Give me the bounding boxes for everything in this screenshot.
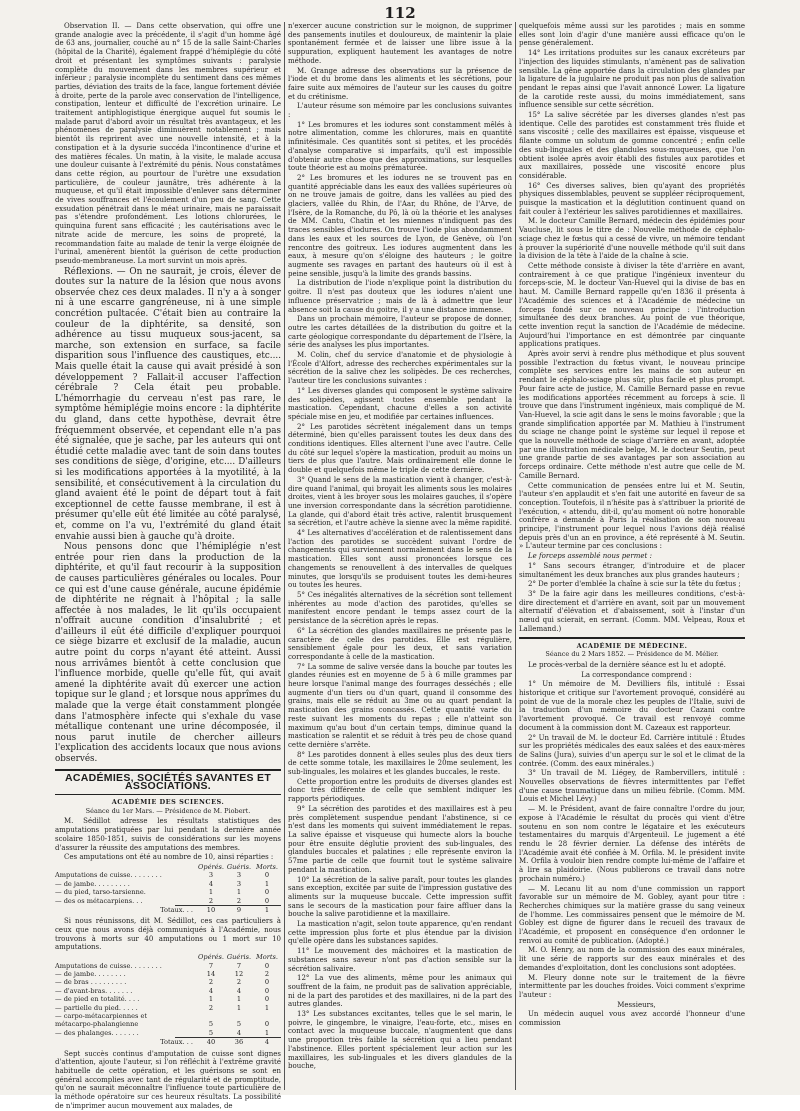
paragraph: 8° Les parotides donnent à elles seules plus des deux tiers de cette somme totale, les maxillaires le 20me seulement, les sub-linguales, les molaires et les glandes buccales, le reste. xyxy=(288,750,512,777)
session-line: Séance du 2 Mars 1852. — Présidence de M. Mélier. xyxy=(545,650,719,659)
page-number: 112 xyxy=(384,4,416,22)
table-row: — des os métacarpiens. . . 2 2 0 xyxy=(55,896,270,905)
table-total-row: Totaux. . . 10 9 1 xyxy=(160,905,270,914)
paragraph: La distribution de l'iode n'explique point la distribution du goitre. Il n'est pas douteux que les iodures n'aient une influence préservatrice ; mais de là à admettre que leur absence soit la cause du goitre, il y a une distance immense. xyxy=(288,279,512,314)
academy-heading: ACADÉMIE DE MÉDECINE. xyxy=(576,641,688,650)
section-separator xyxy=(519,637,745,639)
paragraph: Le procès-verbal de la dernière séance est lu et adopté. xyxy=(528,660,726,669)
paragraph: 1° Les bromures et les iodures sont constamment mêlés à notre alimentation, comme les chlorures, mais en quantité infinitésimale. Ces quantités sont si petites, et les procédés d'analyse comparative si imparfaits, qu'il est impossible d'obtenir autre chose que des approximations, sur lesquelles toute théorie est au moins prématurée. xyxy=(288,120,512,173)
table-total-row: Totaux. . . 40 36 4 xyxy=(160,1038,270,1047)
paragraph: M. Colin, chef du service d'anatomie et de physiologie à l'École d'Alfort, adresse des recherches expérimentales sur la sécrétion de la salive chez les solipèdes. De ces recherches, l'auteur tire les conclusions suivantes : xyxy=(288,351,512,386)
paragraph: 13° Les substances excitantes, telles que le sel marin, le poivre, le gingembre, le vinaigre, l'eau-forte, etc., mises en contact avec la muqueuse buccale, n'augmentent que dans une proportion très faible la sécrétion qui a lieu pendant l'abstinence. Elles portent spécialement leur action sur les maxillaires, les sub-linguales et les divers glandules de la bouche, xyxy=(288,1010,512,1071)
paragraph: Le forceps assemblé nous permet : xyxy=(528,552,652,561)
paragraph: 1° Un mémoire de M. Devilliers fils, intitulé : Essai historique et critique sur l'avortement provoqué, considéré au point de vue de la morale chez les peuples de l'Italie, suivi de la traduction d'un mémoire du docteur Cazani contre l'avortement provoqué. Ce travail est renvoyé comme document à la commission dont M. Cazeaux est rapporteur. xyxy=(519,680,745,732)
paragraph: Après avoir servi à rendre plus méthodique et plus souvent possible l'extraction du fœtus vivant, le nouveau principe complète ses services entre les mains de son auteur en rendant le céphalo-sciage plus sûr, plus facile et plus prompt. Pour faire acte de justice, M. Camille Bernard passe en revue les modifications apportées récemment au forceps à scie. Il trouve que dans l'instrument ingénieux, mais compliqué de M. Van-Huevel, la scie agit dans le sens le moins favorable ; que la grande simplification apportée par M. Mathieu à l'instrument du sciage ne change point le système sur lequel il repose et que la nouvelle méthode de sciage d'arrière en avant, adoptée par une illustration médicale belge, M. le docteur Seutin, peut une grande partie de ses avantages par son association au forceps ordinaire. Cette méthode n'est autre que celle de M. Camille Bernard. xyxy=(519,350,745,480)
paragraph: L'auteur résume son mémoire par les conclusions suivantes : xyxy=(288,102,512,120)
reflexions-paragraph: Réflexions. — On ne saurait, je crois, élever de doutes sur la nature de la lésion que nous avons observée chez ces deux malades. Il n'y a à songer ni à une escarre gangréneuse, ni à une simple concrétion pultacée. C'était bien au contraire la couleur de la diphtérite, sa densité, son adhérence au tissu muqueux sous-jacent, sa marche, son extension en surface, sa facile disparition sous l'influence des caustiques, etc.... Mais quelle était la cause qui avait présidé à son développement ? Fallait-il accuser l'affection cérébrale ? Cela était peu probable. L'hémorrhagie du cerveau n'est pas rare, le symptôme hémiplégie moins encore : la diphtérite du gland, dans cette hypothèse, devrait être fréquemment observée, et cependant elle n'a pas été signalée, que je sache, par les auteurs qui ont étudié cette maladie avec tant de soin dans toutes ses conditions de siège, d'origine, etc.... D'ailleurs si les modifications apportées à la myotilité, à la sensibilité, et consécutivement à la circulation du gland avaient été le point de départ tout à fait exceptionnel de cette fausse membrane, il est à présumer qu'elle eût été limitée au côté paralysé, et, comme on l'a vu, l'extrémité du gland était envahie aussi bien à gauche qu'à droite. xyxy=(55,266,281,542)
column-left xyxy=(55,22,281,1110)
paragraph: 14° Les irritations produites sur les canaux excréteurs par l'injection des liquides stimulants, n'amènent pas de salivation sensible. La gêne apportée dans la circulation des glandes par la ligature de la jugulaire ne produit pas non plus de salivation pendant le repas ainsi que l'avait annoncé Lower. La ligature de la carotide reste aussi, du moins immédiatement, sans influence sensible sur cette sécrétion. xyxy=(519,49,745,110)
section-title: ACADÉMIES, SOCIÉTÉS SAVANTES ET ASSOCIATIONS. xyxy=(55,769,281,795)
paragraph: Un médecin auquel vous avez accordé l'honneur d'une commission xyxy=(519,1010,745,1028)
paragraph: 3° Un travail de M. Liégey, de Rambervillers, intitulé : Nouvelles observations de fièvres intermittentes par l'effet d'une cause traumatique dans un milieu fébrile. (Comm. MM. Louis et Michel Lévy.) xyxy=(519,769,745,804)
table-row: — des phalanges. . . . . . . 5 4 1 xyxy=(55,1028,270,1037)
paragraph: 12° La vue des aliments, même pour les animaux qui souffrent de la faim, ne produit pas de salivation appréciable, ni de la part des parotides et des maxillaires, ni de la part des autres glandes. xyxy=(288,974,512,1009)
paragraph: 2° Un travail de M. le docteur Ed. Carrière intitulé : Études sur les propriétés médicales des eaux salées et des eaux-mères de Salins (Jura), suivies d'un aperçu sur le sol et le climat de la contrée. (Comm. des eaux minérales.) xyxy=(519,733,745,768)
header-morts: Morts. xyxy=(255,862,278,871)
table-row: Amputations de cuisse. . . . . . . . 7 7 0 xyxy=(55,961,270,970)
sedillot-paragraph: M. Sédillot adresse les résultats statistiques des amputations pratiquées par lui pendant la dernière année scolaire 1850-1851, suivis de considérations sur les moyens d'assurer la réussite des amputations des membres. xyxy=(55,817,281,852)
paragraph: M. Fleury donne note sur le traitement de la fièvre intermittente par les douches froides. Voici comment s'exprime l'auteur : xyxy=(519,973,745,999)
paragraph: M. O. Henry, au nom de la commission des eaux minérales, lit une série de rapports sur des eaux minérales et des demandes d'exploitation, dont les conclusions sont adoptées. xyxy=(519,946,745,972)
paragraph: — M. le Président, avant de faire connaître l'ordre du jour, expose à l'Académie le résultat du procès qui vient d'être soutenu en son nom contre le légataire et les exécuteurs testamentaires du marquis d'Argenteuil. Le jugement a été rendu le 28 février dernier. La défense des intérêts de l'Académie avait été confiée à M. Orfila. M. le président invite M. Orfila à vouloir bien rendre compte lui-même de l'affaire et à lire sa plaidoirie. (Nous publierons ce travail dans notre prochain numéro.) xyxy=(519,805,745,883)
table-row: — carpo-métacarpiennes et xyxy=(55,1012,148,1021)
column-rule xyxy=(515,22,516,1090)
closing-paragraph: Sept succès continus d'amputation de cuisse sont dignes d'attention, ajoute l'auteur, si l'on réfléchit à l'extrême gravité habituelle de cette opération, et les guérisons se sont en général accomplies avec tant de régularité et de promptitude, qu'on ne saurait méconnaître l'influence toute particulière de la méthode opératoire sur ces heureux résultats. La possibilité de n'imprimer aucun mouvement aux malades, de xyxy=(55,1049,281,1110)
paragraph: 16° Ces diverses salives, bien qu'ayant des propriétés physiques dissemblables, peuvent se suppléer réciproquement, puisque la mastication et la déglutition continuent quand on fait couler à l'extérieur les salives parotidiennes et maxillaires. xyxy=(519,181,745,216)
amputation-table-2 xyxy=(55,953,281,1046)
paragraph: n'exercer aucune constriction sur le moignon, de supprimer des pansements inutiles et douloureux, de maintenir la plaie spontanément fermée et de laisser une libre issue à la suppuration, expliquent hautement les avantages de notre méthode. xyxy=(288,22,512,65)
paragraph: 1° Sans secours étranger, d'introduire et de placer simultanément les deux branches aux plus grandes hauteurs ; xyxy=(519,561,745,579)
table-row: — de bras . . . . . . . . . 2 2 0 xyxy=(55,978,270,987)
paragraph: 6° La sécrétion des glandes maxillaires ne présente pas le caractère de celle des parotides. Elle est régulière, sensiblement égale pour les deux, et sans variation correspondante à celle de la mastication. xyxy=(288,626,512,661)
column-middle xyxy=(288,22,512,1090)
paragraph: M. le docteur Camille Bernard, médecin des épidémies pour Vaucluse, lit sous le titre de : Nouvelle méthode de céphalo-sciage chez le fœtus qui a cessé de vivre, un mémoire tendant à prouver la supériorité d'une nouvelle méthode qu'il suit dans la division de la tête à l'aide de la chaîne à scie. xyxy=(519,217,745,261)
table-row: Amputations de cuisse. . . . . . . . 3 3 0 xyxy=(55,871,270,880)
paragraph: 11° Le mouvement des mâchoires et la mastication de substances sans saveur n'ont pas d'action sensible sur la sécrétion salivaire. xyxy=(288,947,512,973)
table-row: métacarpo-phalangienne 5 5 0 xyxy=(55,1020,270,1029)
session-line: Séance du 1er Mars. — Présidence de M. Piobert. xyxy=(85,806,251,815)
paragraph: 2° Les parotides sécrètent inégalement dans un temps déterminé, bien qu'elles paraissent toutes les deux dans des conditions identiques. Elles alternent l'une avec l'autre. Celle du côté sur lequel s'opère la mastication, produit au moins un tiers de plus que l'autre. Mais ordinairement elle donne le double et quelquefois même le triple de cette dernière. xyxy=(288,422,512,475)
paragraph: 2° Les bromures et les iodures ne se trouvent pas en quantité appréciable dans les eaux des vallées supérieures où on ne trouve jamais de goitre, dans les vallées au pied des glaciers, vallée du Rhin, de l'Aar, du Rhône, de l'Arve, de l'Isère, de la Romanche, du Pô, là où la théorie et les analyses de MM. Cantu, Chatin et les miennes n'indiquent pas des traces sensibles d'iodures. On trouve l'iode plus abondamment dans les eaux et les sources de Lyon, de Genève, où l'on rencontre des goitreux. Les iodures augmentent dans les eaux, à mesure qu'on s'éloigne des hauteurs ; le goitre augmente ses ravages en partant des hauteurs où il est à peine sensible, jusqu'à la limite des grands bassins. xyxy=(288,173,512,278)
paragraph: — M. Lecanu lit au nom d'une commission un rapport favorable sur un mémoire de M. Gobley, ayant pour titre : Recherches chimiques sur la matière grasse du sang veineux de l'homme. Les commissaires pensent que le mémoire de M. Gobley est digne de figurer dans le recueil des travaux de l'Académie, et proposent en conséquence d'en ordonner le renvoi au comité de publication. (Adopté.) xyxy=(519,884,745,945)
table2-intro: Si nous réunissons, dit M. Sédillot, ces cas particuliers à ceux que nous avons déjà communiqués à l'Académie, nous trouvons à morts sur 40 amputations ou 1 mort sur 10 amputations. xyxy=(55,917,281,952)
table-header-row: Opérés. Guéris. Morts. xyxy=(197,953,278,962)
paragraph: 3° De la faire agir dans les meilleures conditions, c'est-à-dire directement et d'arrière en avant, soit par un mouvement alternatif d'élévation et d'abaissement, soit à l'instar d'un nœud qui scierait, en serrant. (Comm. MM. Velpeau, Roux et Lallemand.) xyxy=(519,590,745,633)
header-operes: Opérés. xyxy=(197,862,225,871)
paragraph: 7° La somme de salive versée dans la bouche par toutes les glandes réunies est en moyenne de 5 à 6 mille grammes par heure lorsque l'animal mange des fourrages desséchés ; elle augmente d'un tiers ou d'un quart, quand il consomme des grains, mais elle se réduit au 3me ou au quart pendant la mastication des grains concassés. Cette quantité varie du reste suivant les moments du repas ; elle n'atteint son maximum qu'au bout d'un certain temps, diminue quand la mastication se ralentit et se réduit à très peu de chose quand cette dernière s'arrête. xyxy=(288,662,512,749)
table-row: — partielle du pied. . . . . 2 1 1 xyxy=(55,1003,270,1012)
paragraph: 1° Les diverses glandes qui composent le système salivaire des solipèdes, agissent toutes ensemble pendant la mastication. Cependant, chacune d'elles a son activité spéciale mise en jeu, et modifiée par certaines influences. xyxy=(288,386,512,421)
paragraph: 5° Ces inégalités alternatives de la sécrétion sont tellement inhérentes au mode d'action des parotides, qu'elles se manifestent encore pendant le temps assez court de la persistance de la sécrétion après le repas. xyxy=(288,591,512,626)
column-right xyxy=(519,22,745,1090)
paragraph: Dans un prochain mémoire, l'auteur se propose de donner, outre les cartes détaillées de la distribution du goitre et la carte géologique correspondante du département de l'Isère, la série des analyses les plus importantes. xyxy=(288,315,512,350)
table-row: — de pied en totalité. . . . 1 1 0 xyxy=(55,995,270,1004)
observation-ii: Observation II. — Dans cette observation, qui offre une grande analogie avec la précédente, il s'agit d'un homme âgé de 63 ans, journalier, couché au n° 15 de la salle Saint-Charles (hôpital de la Charité), également frappé d'hémiplégie du côté droit et présentant les symptômes suivants : paralysie complète du mouvement dans les membres supérieur et inférieur ; paralysie incomplète du sentiment dans ces mêmes parties, déviation des traits de la face, langue fortement déviée à droite, perte de la parole avec conservation de l'intelligence, constipation, lenteur et difficulté de l'excrétion urinaire. Le traitement antiphlogistique énergique auquel fut soumis le malade parut d'abord avoir un résultat très avantageux, et les phénomènes de paralysie diminuèrent notablement ; mais bientôt ils reprirent avec une nouvelle intensité, et à la constipation et à la dysurie succéda l'incontinence d'urine et des matières fécales. Un matin, à la visite, le malade accusa une douleur cuisante à l'extrémité du pénis. Nous constatâmes dans cette région, au pourtour de l'urètre une exsudation particulière, de couleur jaunâtre, très adhérente à la muqueuse, et qu'il était impossible d'enlever sans déterminer de vives souffrances et l'écoulement d'un peu de sang. Cette exsudation pénétrait dans le méat urinaire, mais ne paraissait pas s'étendre profondément. Les lotions chlorurées, le quinquina furent sans efficacité ; les cautérisations avec le nitrate acide de mercure, les soins de propreté, la recommandation faite au malade de tenir la verge éloignée de l'urinal, amenèrent bientôt la guérison de cette production pseudo-membraneuse. La mort survint un mois après. xyxy=(55,22,281,265)
reflexions-paragraph: Nous pensons donc que l'hémiplégie n'est entrée pour rien dans la production de la diphtérite, et qu'il faut recourir à la supposition de causes particulières générales ou locales. Pour ce qui est d'une cause générale, aucune épidémie de diphtérite ne régnait à l'hôpital ; la salle affectée à nos malades, le lit qu'ils occupaient n'offrait aucune condition d'insalubrité ; et d'ailleurs il eût été difficile d'expliquer pourquoi ce siège bizarre et exclusif de la maladie, aucun autre point du corps n'ayant été atteint. Aussi nous arrivâmes bientôt à cette conclusion que l'influence morbide, quelle qu'elle fût, qui avait amené la diphtérite avait dû exercer une action topique sur le gland ; et lorsque nous apprîmes du malade que la verge était constamment plongée dans l'atmosphère infecte qui s'exhale du vase métallique contenant une urine décomposée, il nous parut inutile de chercher ailleurs l'explication des accidents locaux que nous avions observés. xyxy=(55,542,281,764)
paragraph: Cette proportion entre les produits de diverses glandes est donc très différente de celle que semblent indiquer les rapports périodiques. xyxy=(288,777,512,804)
paragraph: 10° La sécrétion de la salive paraît, pour toutes les glandes sans exception, excitée par suite de l'impression gustative des aliments sur la muqueuse buccale. Cette impression suffit sans le secours de la mastication pour faire affluer dans la bouche la salive parotidienne et la maxillaire. xyxy=(288,875,512,919)
paragraph: La correspondance comprend : xyxy=(581,670,692,679)
paragraph: La mastication n'agit, selon toute apparence, qu'en rendant cette impression plus forte et plus étendue par la division qu'elle opère dans les substances sapides. xyxy=(288,920,512,946)
paragraph: 4° Les alternatives d'accélération et de ralentissement dans l'action des parotides se succèdent suivant l'ordre de changements qui surviennent normalement dans le sens de la mastication. Elles sont aussi prononcées lorsque ces changements se renouvellent à des intervalles de quelques minutes, que lorsqu'ils se produisent toutes les demi-heures ou toutes les heures. xyxy=(288,529,512,590)
paragraph: 15° La salive sécrétée par les diverses glandes n'est pas identique. Celle des parotides est constamment très fluide et sans viscosité ; celle des maxillaires est épaisse, visqueuse et filante comme un solutum de gomme concentré ; enfin celle des sub-linguales et des glandules sous-muqueuses, que l'on obtient isolée après avoir établi des fistules aux parotides et aux maxillaires, possède une viscosité encore plus considérable. xyxy=(519,111,745,180)
header-gueris: Guéris. xyxy=(226,862,252,871)
paragraph: 2° De porter d'emblée la chaîne à scie sur la tête du fœtus ; xyxy=(528,580,741,589)
table-row: — d'avant-bras. . . . . . . 4 4 0 xyxy=(55,986,270,995)
paragraph: Cette méthode consiste à diviser la tête d'arrière en avant, contrairement à ce que pratique l'ingénieux inventeur du forceps-scie, M. le docteur Van-Huevel qui la divise de bas en haut. M. Camille Bernard rappelle qu'en 1836 il présenta à l'Académie des sciences et à l'Académie de médecine un forceps fondé sur ce nouveau principe : l'introduction simultanée des deux branches. Au point de vue théorique, cette invention reçut la sanction de l'Académie de médecine. Aujourd'hui l'importance en est démontrée par cinquante applications pratiques. xyxy=(519,261,745,349)
table-header-row xyxy=(55,863,281,871)
table-row: — de jambe. . . . . . . . . 4 3 1 xyxy=(55,879,270,888)
reflexions-block xyxy=(55,267,281,765)
table-row: — de jambe. . . . . . . . 14 12 2 xyxy=(55,969,270,978)
paragraph: M. Grange adresse des observations sur la présence de l'iode et du brome dans les aliments et les sécrétions, pour faire suite aux mémoires de l'auteur sur les causes du goitre et du crétinisme. xyxy=(288,66,512,101)
amputation-table-1 xyxy=(55,863,281,914)
paragraph: 3° Quand le sens de la mastication vient à changer, c'est-à-dire quand l'animal, qui broyait les aliments sous les molaires droites, vient à les broyer sous les molaires gauches, il s'opère une inversion correspondante dans la sécrétion parotidienne. La glande, qui d'abord était très active, ralentit brusquement sa sécrétion, et l'autre achève la sienne avec la même rapidité. xyxy=(288,475,512,528)
paragraph: Messieurs, xyxy=(617,1000,656,1009)
column-rule xyxy=(284,22,285,1090)
paragraph: 9° La sécrétion des parotides et des maxillaires est à peu près complètement suspendue pendant l'abstinence, si ce n'est dans les moments qui suivent immédiatement le repas. La salive épaisse et visqueuse qui humecte alors la bouche pour être ensuite déglutie provient des sub-linguales, des glandules buccales et palatines ; elle représente environ la 57me partie de celle que fournit tout le système salivaire pendant la mastication. xyxy=(288,804,512,874)
academy-heading: ACADÉMIE DES SCIENCES. xyxy=(111,798,225,806)
table1-intro: Ces amputations ont été au nombre de 10, ainsi réparties : xyxy=(64,853,274,862)
paragraph: Cette communication de pensées entre lui et M. Seutin, l'auteur s'en applaudit et s'en fait une autorité en faveur de sa conception. Toutefois, il n'hésite pas à s'attribuer la priorité de l'exécution, « attendu, dit-il, qu'au moment où notre honorable confrère a demandé à Paris la réalisation de son nouveau principe, l'instrument pour lequel nous l'avions déjà réalisé depuis près d'un an en province, a été représenté à M. Seutin. » L'auteur termine par ces conclusions : xyxy=(519,481,745,551)
table-row: — du pied, tarso-tarsienne. 1 1 0 xyxy=(55,888,270,897)
paragraph: quelquefois même aussi sur les parotides ; mais en somme elles sont loin d'agir d'une manière aussi efficace qu'on le pense généralement. xyxy=(519,22,745,48)
